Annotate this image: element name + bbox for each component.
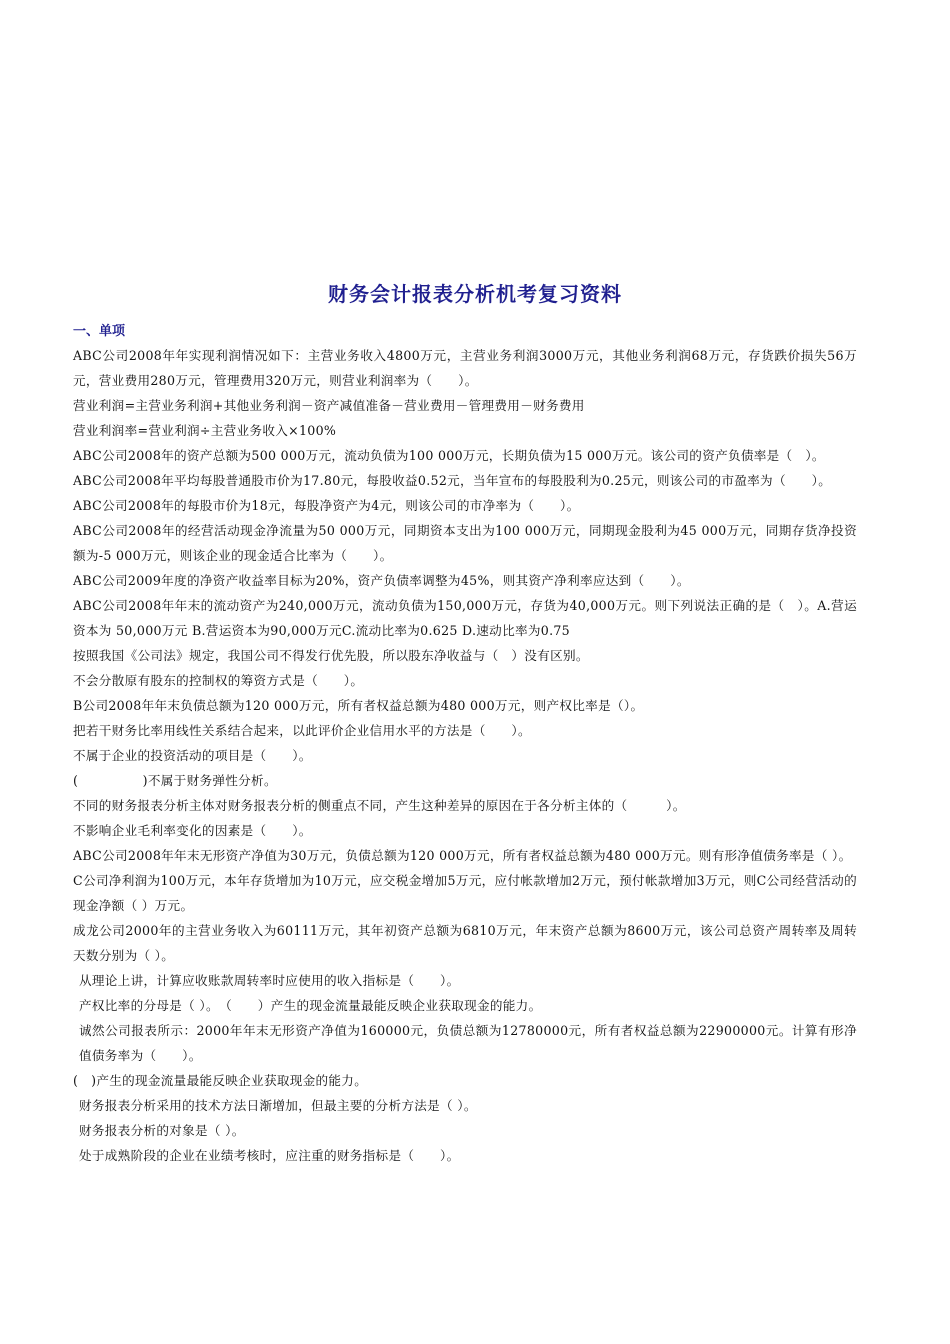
question-paragraph: 把若干财务比率用线性关系结合起来，以此评价企业信用水平的方法是（ ）。 [73,723,531,738]
question-paragraph: ABC公司2009年度的净资产收益率目标为20%，资产负债率调整为45%，则其资产净利率应达到（ ）。 [73,573,690,588]
question-paragraph: 从理论上讲，计算应收账款周转率时应使用的收入指标是（ ）。 [79,973,460,988]
section-heading: 一、单项 [73,324,126,339]
question-paragraph: ABC公司2008年年实现利润情况如下：主营业务收入4800万元，主营业务利润3000万元，其他业务利润68万元，存货跌价损失56万元，营业费用280万元，管理费用320万元，则营业利润率为（ ）。 [73,348,857,388]
question-paragraph: ABC公司2008年年末的流动资产为240,000万元，流动负债为150,000万元，存货为40,000万元。则下列说法正确的是（ ）。A.营运资本为 50,000万元 B.营运资本为90,000万元C.流动比率为0.625 D.速动比率为0.75 [73,598,857,638]
question-paragraph: ABC公司2008年的经营活动现金净流量为50 000万元，同期资本支出为100 000万元，同期现金股利为45 000万元，同期存货净投资额为-5 000万元，则该企业的现金适合比率为（ ）。 [73,523,857,563]
question-paragraph: 不会分散原有股东的控制权的筹资方式是（ ）。 [73,673,364,688]
question-paragraph: 不属于企业的投资活动的项目是（ ）。 [73,748,312,763]
question-paragraph: ABC公司2008年年末无形资产净值为30万元，负债总额为120 000万元，所有者权益总额为480 000万元。则有形净值债务率是（ ）。 [73,848,852,863]
document-title: 财务会计报表分析机考复习资料 [328,282,622,306]
formula-line: 营业利润=主营业务利润+其他业务利润－资产减值准备－营业费用－管理费用－财务费用 [73,398,585,413]
question-list [73,343,857,1168]
question-paragraph: ( )产生的现金流量最能反映企业获取现金的能力。 [73,1073,368,1088]
question-paragraph: ABC公司2008年平均每股普通股市价为17.80元，每股收益0.52元，当年宣布的每股股利为0.25元，则该公司的市盈率为（ ）。 [73,473,832,488]
question-paragraph: ABC公司2008年的每股市价为18元，每股净资产为4元，则该公司的市净率为（ ）。 [73,498,580,513]
question-paragraph: 按照我国《公司法》规定，我国公司不得发行优先股，所以股东净收益与（ ）没有区别。 [73,648,589,663]
question-paragraph: 成龙公司2000年的主营业务收入为60111万元，其年初资产总额为6810万元，年末资产总额为8600万元，该公司总资产周转率及周转天数分别为（ ）。 [73,923,857,963]
question-paragraph: B公司2008年年末负债总额为120 000万元，所有者权益总额为480 000万元，则产权比率是（）。 [73,698,644,713]
question-paragraph: ABC公司2008年的资产总额为500 000万元，流动负债为100 000万元，长期负债为15 000万元。该公司的资产负债率是（ ）。 [73,448,825,463]
question-paragraph: 处于成熟阶段的企业在业绩考核时，应注重的财务指标是（ ）。 [79,1148,460,1163]
question-paragraph: 财务报表分析采用的技术方法日渐增加，但最主要的分析方法是（ ）。 [79,1098,477,1113]
question-paragraph: 不影响企业毛利率变化的因素是（ ）。 [73,823,312,838]
formula-line: 营业利润率=营业利润÷主营业务收入×100% [73,423,337,438]
question-paragraph: 不同的财务报表分析主体对财务报表分析的侧重点不同，产生这种差异的原因在于各分析主体的（ ）。 [73,798,686,813]
question-paragraph: ( )不属于财务弹性分析。 [73,773,277,788]
question-paragraph: 诚然公司报表所示：2000年年末无形资产净值为160000元，负债总额为12780000元，所有者权益总额为22900000元。计算有形净值债务率为（ ）。 [79,1023,857,1063]
question-paragraph: C公司净利润为100万元，本年存货增加为10万元，应交税金增加5万元，应付帐款增加2万元，预付帐款增加3万元，则C公司经营活动的现金净额（ ）万元。 [73,873,857,913]
question-paragraph: 财务报表分析的对象是（ ）。 [79,1123,245,1138]
question-paragraph: 产权比率的分母是（ ）。 （ ）产生的现金流量最能反映企业获取现金的能力。 [79,998,542,1013]
